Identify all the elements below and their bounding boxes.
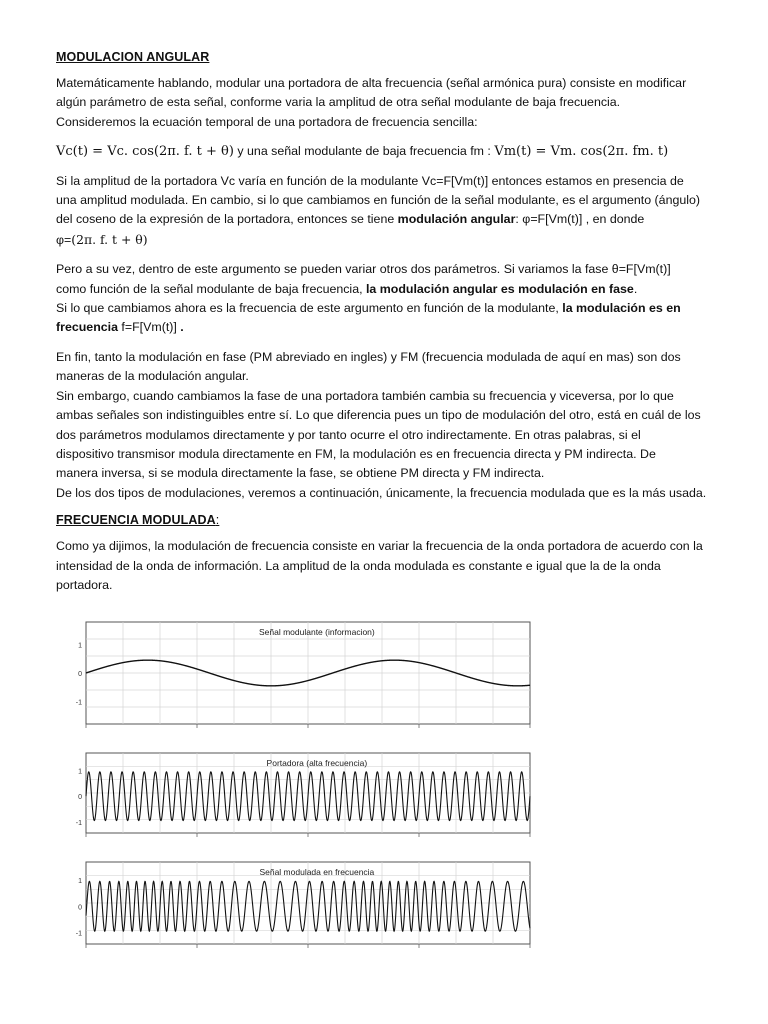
- paragraph-intro: [56, 74, 736, 132]
- y-tick-label: 0: [78, 671, 82, 678]
- plot-title: Portadora (alta frecuencia): [266, 758, 368, 768]
- document-body: [56, 50, 736, 605]
- figure-fm-signal: [68, 858, 534, 961]
- bold-term: frecuencia: [56, 320, 118, 335]
- y-tick-label: -1: [75, 699, 82, 707]
- text-line: algún parámetro de esta señal, conforme varia la amplitud de otra señal modulante de baja frecuencia.: [56, 95, 621, 110]
- section-title-text: FRECUENCIA MODULADA: [56, 513, 216, 528]
- text-line: Sin embargo, cuando cambiamos la fase de una portadora también cambia su frecuencia y viceversa, por lo que: [56, 388, 674, 403]
- text-line: portadora.: [56, 577, 113, 592]
- y-tick-label: 0: [78, 904, 82, 912]
- modulating-equation: Vm(t) = Vm. cos(2π. fm. t): [494, 144, 669, 160]
- text-line: como función de la señal modulante de baja frecuencia,: [56, 281, 366, 296]
- bold-term: .: [180, 320, 184, 335]
- bold-term: la modulación es en: [562, 301, 681, 316]
- y-tick-label: 1: [78, 642, 82, 650]
- text-line: .: [633, 281, 638, 296]
- text-line: φ=: [56, 232, 72, 247]
- text-line: manera inversa, si se modula directamente la fase, se obtiene PM directa y FM indirecta.: [56, 466, 545, 481]
- text-line: intensidad de la onda de información. La amplitud de la onda modulada es constante e igual que la de la onda: [56, 558, 661, 573]
- figure-carrier-signal: [68, 749, 534, 850]
- text-line: En fin, tanto la modulación en fase (PM abreviado en ingles) y FM (frecuencia modulada de aquí en mas) son dos: [56, 349, 681, 364]
- text-line: : φ=F[Vm(t)] , en donde: [515, 212, 645, 227]
- text-line: una amplitud modulada. En cambio, si lo que cambiamos en función de la señal modulante, es el argumento (ángulo): [56, 193, 701, 208]
- modulating-signal-plot: [68, 618, 534, 736]
- text-line: Consideremos la ecuación temporal de una portadora de frecuencia sencilla:: [56, 114, 478, 129]
- text-line: ambas señales son indistinguibles entre sí. Lo que diferencia pues un tipo de modulación del otro, está en cuál de los: [56, 408, 701, 423]
- section-title-frecuencia-modulada: [56, 513, 736, 527]
- phase-expression: (2π. f. t + θ): [71, 231, 148, 247]
- paragraph-fm-definition: [56, 537, 736, 595]
- y-tick-label: 1: [78, 878, 82, 886]
- y-tick-label: -1: [75, 819, 82, 827]
- text-line: dispositivo transmisor modula directamente en FM, la modulación es en frecuencia directa y PM indirecta. De: [56, 446, 656, 461]
- equation-line: [56, 142, 736, 161]
- text-line: Si lo que cambiamos ahora es la frecuencia de este argumento en función de la modulante,: [56, 301, 563, 316]
- waveform-figures: [68, 618, 534, 969]
- y-tick-label: -1: [75, 930, 82, 938]
- paragraph-phase-frequency: [56, 260, 736, 338]
- section-title-modulacion-angular: MODULACION ANGULAR: [56, 50, 210, 64]
- plot-title: Señal modulada en frecuencia: [259, 867, 375, 877]
- text-line: Pero a su vez, dentro de este argumento se pueden variar otros dos parámetros. Si variamos la fase θ=F[Vm(t)]: [56, 262, 671, 277]
- fm-signal-plot: [68, 858, 534, 956]
- y-tick-label: 1: [78, 768, 82, 776]
- y-tick-label: 0: [78, 794, 82, 802]
- paragraph-angular: [56, 172, 736, 251]
- text-line: f=F[Vm(t)]: [117, 320, 181, 335]
- text-line: Si la amplitud de la portadora Vc varía en función de la modulante Vc=F[Vm(t)] entonces estamos en presencia de: [56, 173, 684, 188]
- text-line: Como ya dijimos, la modulación de frecuencia consiste en variar la frecuencia de la onda portadora de acuerdo con la: [56, 539, 703, 554]
- figure-modulating-signal: [68, 618, 534, 741]
- carrier-equation: Vc(t) = Vc. cos(2π. f. t + θ): [56, 144, 234, 160]
- bold-term: la modulación angular es modulación en fase: [365, 281, 634, 296]
- paragraph-pm-fm: [56, 348, 736, 503]
- text-line: del coseno de la expresión de la portadora, entonces se tiene: [56, 212, 398, 227]
- text-line: De los dos tipos de modulaciones, veremos a continuación, únicamente, la frecuencia modulada que es la más usada.: [56, 485, 707, 500]
- equation-connector: y una señal modulante de baja frecuencia fm :: [233, 144, 495, 159]
- text-line: maneras de la modulación angular.: [56, 369, 249, 384]
- text-line: dos parámetros modulamos directamente y por tanto ocurre el otro indirectamente. En otras palabras, si el: [56, 427, 641, 442]
- bold-term: modulación angular: [397, 212, 516, 227]
- text-line: Matemáticamente hablando, modular una portadora de alta frecuencia (señal armónica pura) consiste en modificar: [56, 76, 687, 90]
- carrier-signal-plot: [68, 749, 534, 845]
- plot-title: Señal modulante (informacion): [258, 627, 375, 637]
- section-title-colon: :: [215, 513, 220, 528]
